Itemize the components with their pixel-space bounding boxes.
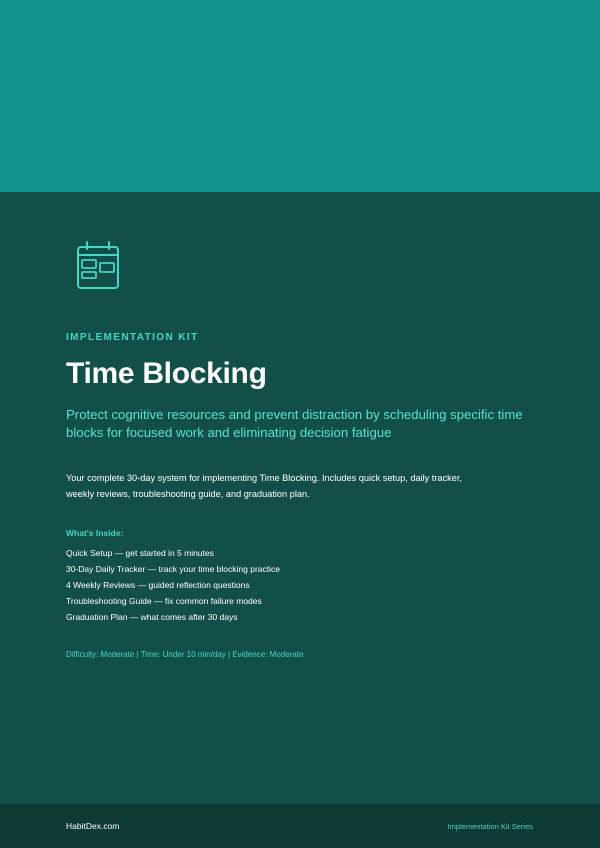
whats-inside-heading: What's Inside:: [66, 528, 124, 538]
list-item: Troubleshooting Guide — fix common failure modes: [66, 596, 262, 606]
page-title: Time Blocking: [66, 357, 267, 390]
list-item: Quick Setup — get started in 5 minutes: [66, 548, 214, 558]
calendar-blocks-icon: [74, 240, 122, 292]
list-item: Graduation Plan — what comes after 30 days: [66, 612, 238, 622]
footer: [0, 804, 600, 848]
kit-kicker: IMPLEMENTATION KIT: [66, 332, 199, 343]
page-subtitle: Protect cognitive resources and prevent distraction by scheduling specific time blocks for focused work and eliminating decision fatigue: [66, 407, 523, 440]
top-color-band: [0, 0, 600, 192]
list-item: 4 Weekly Reviews — guided reflection questions: [66, 580, 250, 590]
kit-meta-info: Difficulty: Moderate | Time: Under 10 min/day | Evidence: Moderate: [66, 650, 304, 659]
footer-site-name: HabitDex.com: [66, 821, 120, 831]
kit-description: Your complete 30-day system for implementing Time Blocking. Includes quick setup, daily tracker, weekly reviews, troubleshooting guide, and graduation plan.: [66, 473, 462, 499]
list-item: 30-Day Daily Tracker — track your time blocking practice: [66, 564, 280, 574]
whats-inside-list: [66, 545, 280, 625]
footer-series-name: Implementation Kit Series: [447, 822, 533, 831]
